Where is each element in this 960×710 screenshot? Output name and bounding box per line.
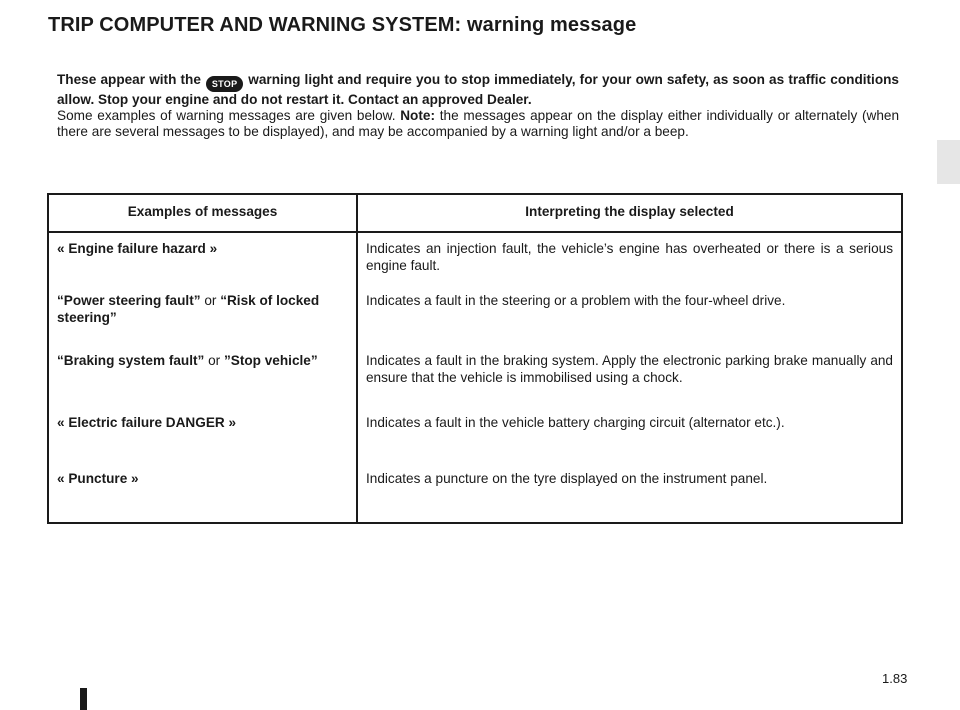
table-row xyxy=(48,470,902,523)
table-row xyxy=(48,232,902,292)
column-header-messages: Examples of messages xyxy=(48,194,357,232)
message-text: “Power steering fault” xyxy=(57,293,201,308)
table-header-row xyxy=(48,194,902,232)
intro-line2-end: the messages appear on the display either individually or alternately (when there are several messages to be displayed), and may be accompanied by a warning light and/or a beep. xyxy=(57,108,900,139)
table-row xyxy=(48,414,902,470)
stop-warning-icon: STOP xyxy=(206,76,243,92)
message-cell xyxy=(48,470,357,523)
message-cell xyxy=(48,292,357,352)
intro-line2-start: Some examples of warning messages are given below. xyxy=(57,108,396,123)
message-text-alt: ”Stop vehicle” xyxy=(223,353,318,368)
page-number: 1.83 xyxy=(882,671,908,686)
table-row xyxy=(48,292,902,352)
message-text: « Puncture » xyxy=(57,471,139,486)
message-text: « Engine failure hazard » xyxy=(57,241,218,256)
intro-examples-paragraph xyxy=(57,108,899,140)
or-separator: or xyxy=(204,293,217,308)
interpretation-cell: Indicates a fault in the steering or a problem with the four-wheel drive. xyxy=(357,292,902,352)
note-label: Note: xyxy=(400,108,435,123)
interpretation-cell: Indicates a puncture on the tyre displayed on the instrument panel. xyxy=(357,470,902,523)
page-title: TRIP COMPUTER AND WARNING SYSTEM: warning message xyxy=(48,14,637,36)
column-header-interpretation: Interpreting the display selected xyxy=(357,194,902,232)
message-text-alt: “Risk of locked steering” xyxy=(57,293,320,325)
interpretation-cell: Indicates a fault in the braking system. Apply the electronic parking brake manually and ensure that the vehicle is immobilised using a chock. xyxy=(357,352,902,414)
intro-bold-before: These appear with the xyxy=(57,72,201,87)
or-separator: or xyxy=(208,353,221,368)
intro-warning-paragraph xyxy=(57,72,899,108)
interpretation-cell: Indicates a fault in the vehicle battery charging circuit (alternator etc.). xyxy=(357,414,902,470)
intro-text xyxy=(57,72,899,140)
table-row xyxy=(48,352,902,414)
message-cell xyxy=(48,414,357,470)
intro-bold-after: warning light and require you to stop immediately, for your own safety, as soon as traffic conditions allow. Stop your engine and do not restart it. Contact an approved Dealer. xyxy=(57,72,899,107)
warning-messages-table xyxy=(47,193,903,524)
message-cell xyxy=(48,352,357,414)
section-tab-marker xyxy=(937,140,960,184)
interpretation-cell: Indicates an injection fault, the vehicle’s engine has overheated or there is a serious engine fault. xyxy=(357,232,902,292)
message-text: « Electric failure DANGER » xyxy=(57,415,237,430)
message-cell xyxy=(48,232,357,292)
message-text: “Braking system fault” xyxy=(57,353,205,368)
crop-mark xyxy=(80,688,87,710)
